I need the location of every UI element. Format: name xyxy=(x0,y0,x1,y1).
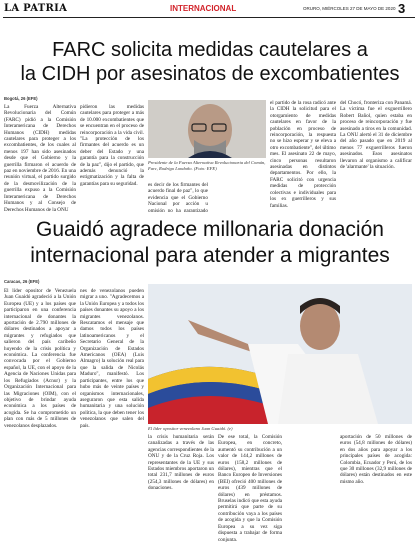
article1-headline-line2: la CIDH por asesinatos de excombatientes xyxy=(20,63,400,85)
article1-col3: es decir de los firmantes del acuerdo final de paz", lo que evidencia que el Gobierno Nacional por acción u omisión no ha garantizado xyxy=(148,182,208,212)
article2-col4: De ese total, la Comisión Europea, en concreto, aumentó su contribución a un valor de 144,2 millones de euros (158,2 millones de dólares), mientras que el Banco Europeo de Inversiones (BEI) ofreció 400 millones de euros (439 millones de dólares) en préstamos. Bruselas indicó que esta ayuda permitirá que parte de su contribución vaya a los países de acogida y que la Comisión Europea a su vez siga dispuesta a trabajar de forma conjunta. xyxy=(218,434,282,542)
article2-headline-line2: internacional para atender a migrantes xyxy=(30,244,390,267)
header-rule xyxy=(3,17,415,18)
article2-col5: aportación de 50 millones de euros (54,8 millones de dólares) en dos años para apoyar a los principales países de acogida: Colombia, Ecuador y Perú, de los que 30 millones (32,9 millones de dólares) están destinados en este mismo año. xyxy=(340,434,412,485)
article1-headline-line1: FARC solicita medidas cautelares a xyxy=(52,39,368,61)
article2-headline-line1: Guaidó agradece millonaria donación xyxy=(36,218,384,241)
article1-col5: del Chocó, fronteriza con Panamá. La víctima fue el exguerrillero Robert Bañol, quien estaba en proceso de reincorporación y fue asesinado a tiros en la comunidad. La ONU alertó el 31 de diciembre del año pasado que en 2019 al menos 77 exguerrilleros fueron asesinados. Esos asesinatos llevaron al organismo a calificar de 'alarmante' la situación. xyxy=(340,100,412,171)
article2-caption: El líder opositor venezolano Juan Guaidó. (e) xyxy=(148,426,233,431)
article2-col2: nes de venezolanos pueden migrar a uno. "Agradecemos a la Unión Europea y a todos los países donantes su apoyo a los migrantes venezolanos. Rescatamos el mensaje que damos todos los países latinoamericanos y el Secretario General de la Organización de Estados Americanos (OEA) (Luis Almagro) la solución real para que la salida de Nicolás Maduro", manifestó. Los participantes, entre los que hubo más de veinte países y organismos internacionales, aseguraron que esta salida humanitaria y una solución política, la que deben tener los venezolanos que salen del país. xyxy=(80,288,144,429)
article2-photo xyxy=(148,284,412,424)
page-header xyxy=(0,0,420,18)
article1-col2: pidieron las medidas cautelares para proteger a más de 10.000 excombatientes que se encuentran en el proceso de reincorporación a la vida civil. "La protección de los firmantes del acuerdo es un deber del Estado y una garantía para la construcción de la paz", dijo el partido, que además denunció la estigmatización y la falta de garantías para su seguridad. xyxy=(80,104,144,187)
section-label: INTERNACIONAL xyxy=(170,4,237,13)
article2-col1: El líder opositor de Venezuela Juan Guaidó agradeció a la Unión Europea (UE) y a los países que participaron en una conferencia internacional de donantes la aportación de 2.790 millones de dólares destinados a apoyar a migrantes y refugiados que salieron del país caribeño huyendo de la crisis política y económica. La conferencia fue convocada por el Gobierno español, la UE, con el apoyo de la Agencia de Naciones Unidas para los Refugiados (Acnur) y la Organización Internacional para las Migraciones (OIM), con el objetivo de brindar ayuda económica a los países de acogida. Se ha comprometido un plan con más de 5 millones de venezolanos desplazados. xyxy=(4,288,76,429)
dateline: ORURO, MIÉRCOLES 27 DE MAYO DE 2020 xyxy=(303,6,396,11)
page-number: 3 xyxy=(398,1,406,16)
article2-byline: Caracas, 26 (EFE) xyxy=(4,279,40,284)
article1-byline: Bogotá, 26 (EFE) xyxy=(4,96,38,101)
portrait-guaido xyxy=(148,284,412,424)
masthead: LA PATRIA xyxy=(4,3,68,14)
article1-photo xyxy=(148,100,266,158)
article2-col3: la crisis humanitaria serán canalizadas a través de las agencias correspondientes de la ONU y de la Cruz Roja. Los representantes de la UE y sus Estados miembros aportaron un total 231,7 millones de euros (254,3 millones de dólares) en donaciones. xyxy=(148,434,214,492)
article1-col1: La Fuerza Alternativa Revolucionaria del Común (FARC) pidió a la Comisión Interamericana de Derechos Humanos (CIDH) medidas cautelares para proteger a los excombatientes, de los cuales al menos 197 han sido asesinados desde que el Gobierno y la guerrilla firmaron el acuerdo de paz en noviembre de 2016. En una reunión virtual, el partido surgido de la desmovilización de la guerrilla expuso a la Comisión Interamericana de Derechos Humanos y al Consejo de Derechos Humanos de la ONU xyxy=(4,104,76,212)
portrait-farc-leader xyxy=(148,100,266,158)
article1-col4: el partido de la rosa radicó ante la CIDH la solicitud para el otorgamiento de medidas cautelares en favor de la población en proceso de reincorporación, la respuesta no se hizo esperar y se eleva a otro excombatiente", del último mes. El asesinato 22 de mayo, cinco personas resultaron asesinadas en distintos departamentos. Por ello, la FARC solicitó con urgencia medidas de protección colectivas e individuales para los ex guerrilleros y sus familias. xyxy=(270,100,336,209)
article1-caption: Presidente de la Fuerza Alternativa Revolucionaria del Común, Farc, Rodrigo Londoño. (Foto: EFE) xyxy=(148,160,266,171)
